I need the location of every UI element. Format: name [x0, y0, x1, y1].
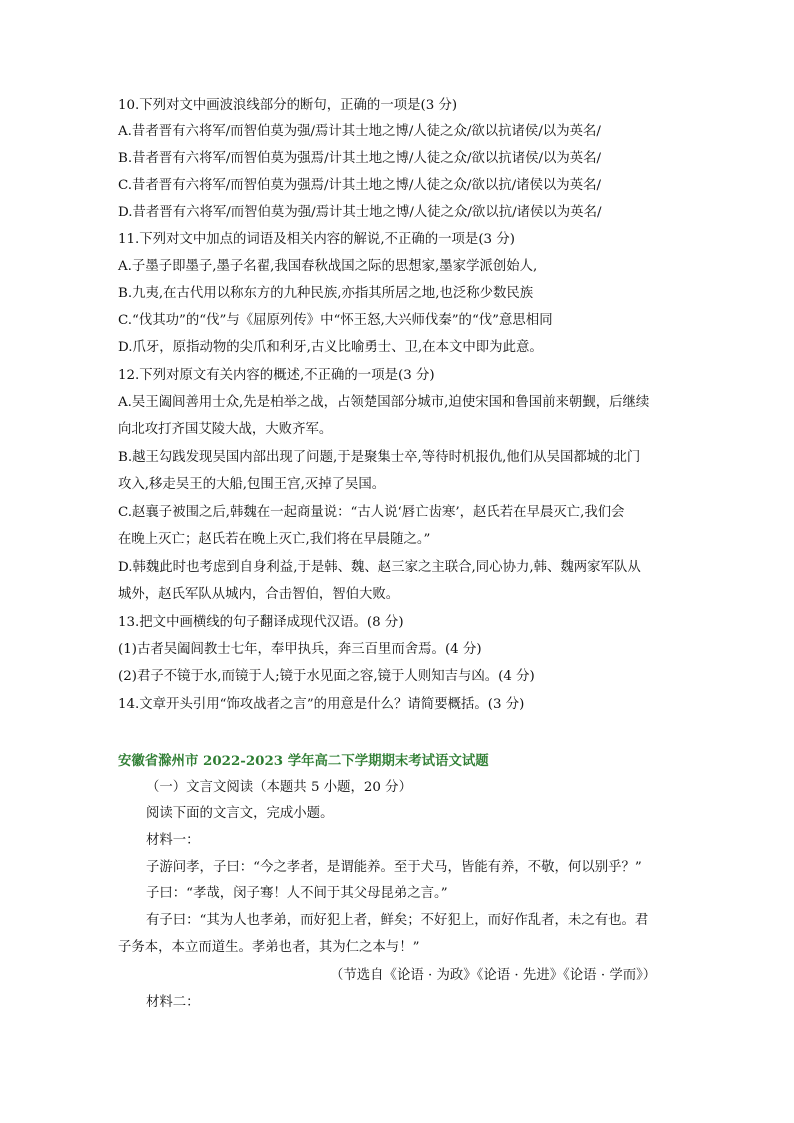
q10-option-b: B.昔者晋有六将军/而智伯莫为强焉/计其土地之博/人徒之众/欲以抗诸侯/以为英名/	[118, 151, 602, 166]
q12-option-a-line2: 向北攻打齐国艾陵大战，大败齐军。	[118, 422, 333, 437]
q10-option-c: C.昔者晋有六将军/而智伯莫为强焉/计其土地之博/人徒之众/欲以抗/诸侯以为英名/	[118, 178, 601, 193]
material-1-paragraph-2: 子曰：“孝哉，闵子骞！人不间于其父母昆弟之言。”	[146, 886, 448, 901]
q12-option-b-line1: B.越王勾践发现吴国内部出现了问题,于是聚集士卒,等待时机报仇,他们从吴国都城的北门	[118, 450, 641, 465]
section-title: 安徽省滁州市 2022-2023 学年高二下学期期末考试语文试题	[118, 753, 489, 769]
material-1-paragraph-3-line1: 有子曰：“其为人也孝弟，而好犯上者，鲜矣；不好犯上，而好作乱者，未之有也。君	[146, 913, 649, 928]
material-1-paragraph-3-line2: 子务本，本立而道生。孝弟也者，其为仁之本与！”	[118, 940, 420, 955]
material-2-label: 材料二：	[146, 995, 200, 1010]
q13-stem: 13.把文中画横线的句子翻译成现代汉语。(8 分)	[118, 615, 404, 630]
material-1-source: （节选自《论语 · 为政》《论语 · 先进》《论语 · 学而》）	[330, 968, 657, 983]
q11-option-b: B.九夷,在古代用以称东方的九种民族,亦指其所居之地,也泛称少数民族	[118, 286, 534, 301]
q11-stem: 11.下列对文中加点的词语及相关内容的解说,不正确的一项是(3 分)	[118, 232, 515, 247]
material-1-paragraph-1: 子游问孝，子曰：“今之孝者，是谓能养。至于犬马，皆能有养，不敬，何以别乎？”	[146, 860, 642, 875]
q10-option-d: D.昔者晋有六将军/而智伯莫为强/焉计其士地之博/人徒之众/欲以抗/诸侯以为英名/	[118, 205, 602, 220]
q12-option-b-line2: 攻入,移走吴王的大船,包围王宫,灭掉了吴国。	[118, 477, 386, 492]
q10-stem: 10.下列对文中画波浪线部分的断句，正确的一项是(3 分)	[118, 98, 458, 113]
q11-option-a: A.子墨子即墨子,墨子名翟,我国春秋战国之际的思想家,墨家学派创始人,	[118, 259, 538, 274]
q12-option-d-line2: 城外，赵氏军队从城内，合击智伯，智伯大败。	[118, 587, 400, 602]
q12-option-a-line1: A.吴王阖闾善用士众,先是柏举之战，占领楚国部分城市,迫使宋国和鲁国前来朝觐，后继续	[118, 395, 650, 410]
material-1-label: 材料一：	[146, 833, 200, 848]
q11-option-d: D.爪牙，原指动物的尖爪和利牙,古义比喻勇士、卫,在本文中即为此意。	[118, 340, 543, 355]
part-heading: （一）文言文阅读（本题共 5 小题，20 分）	[146, 780, 412, 795]
q13-sentence-2: (2)君子不镜于水,而镜于人;镜于水见面之容,镜于人则知吉与凶。(4 分)	[118, 669, 535, 684]
q12-option-c-line1: C.赵襄子被围之后,韩魏在一起商量说：“古人说‘唇亡齿寒’，赵氏若在早晨灭亡,我们会	[118, 505, 625, 520]
q12-stem: 12.下列对原文有关内容的概述,不正确的一项是(3 分)	[118, 368, 435, 383]
q12-option-d-line1: D.韩魏此时也考虑到自身利益,于是韩、魏、赵三家之主联合,同心协力,韩、魏两家军队从	[118, 560, 641, 575]
q13-sentence-1: (1)古者吴阖闾教士七年，奉甲执兵，奔三百里而舍焉。(4 分)	[118, 642, 482, 657]
q10-option-a: A.昔者晋有六将军/而智伯莫为强/焉计其士地之博/人徒之众/欲以抗诸侯/以为英名/	[118, 124, 601, 139]
q14-stem: 14.文章开头引用“饰攻战者之言”的用意是什么？请简要概括。(3 分)	[118, 697, 525, 712]
reading-instruction: 阅读下面的文言文，完成小题。	[146, 806, 334, 821]
q12-option-c-line2: 在晚上灭亡；赵氏若在晚上灭亡,我们将在早晨随之。”	[118, 532, 431, 547]
q11-option-c: C.“伐其功”的“伐”与《屈原列传》中“怀王怒,大兴师伐秦”的“伐”意思相同	[118, 313, 553, 328]
